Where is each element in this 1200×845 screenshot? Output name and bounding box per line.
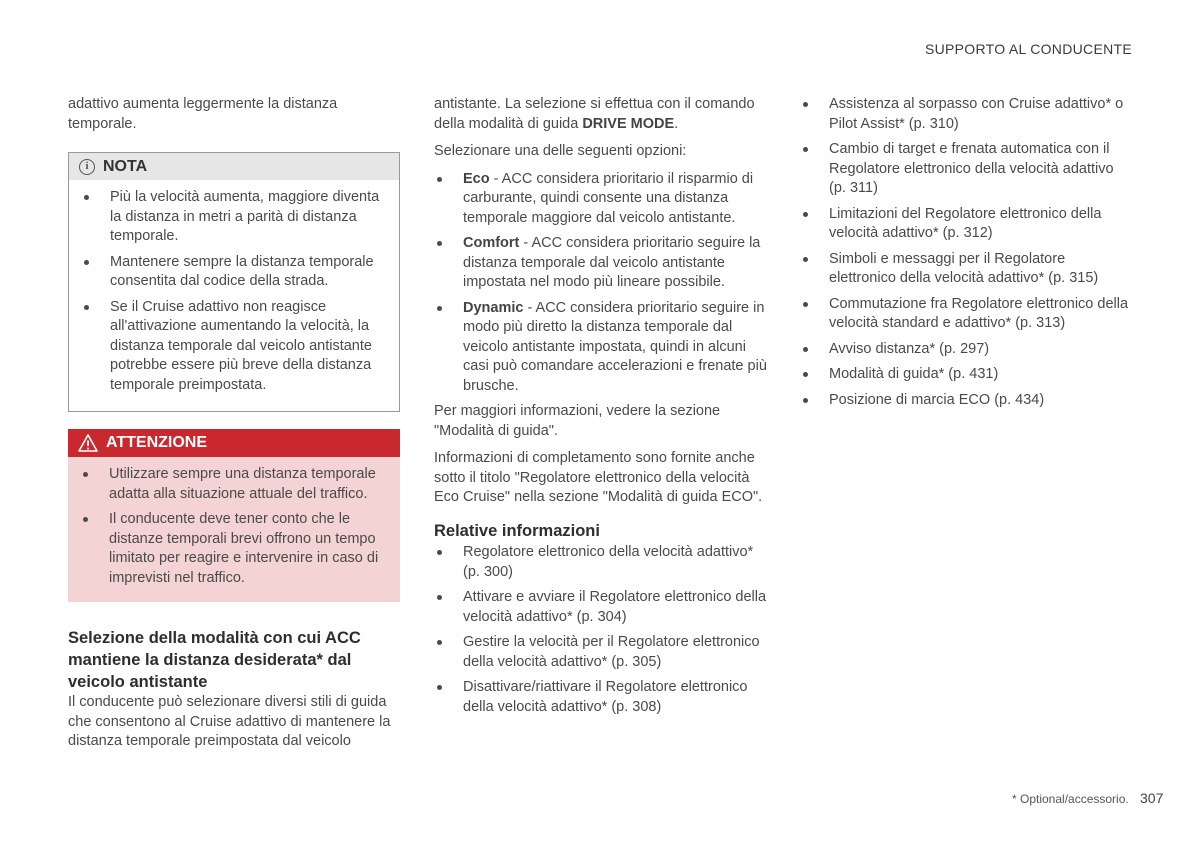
warning-box (68, 429, 400, 602)
warning-item: Utilizzare sempre una distanza temporale adatta alla situazione attuale del traffico. (80, 465, 388, 504)
section-text: Il conducente può selezionare diversi stili di guida che consentono al Cruise adattivo di mantenere la distanza temporale preimpostata dal veicolo (68, 694, 391, 749)
related-item: Modalità di guida* (p. 431) (800, 365, 1134, 385)
option-keyword: Comfort (463, 235, 520, 251)
section-title: Selezione della modalità con cui ACC mantiene la distanza desiderata* dal veicolo antistante (68, 629, 361, 691)
select-text: Selezionare una delle seguenti opzioni: (434, 143, 687, 159)
option-keyword: Eco (463, 170, 490, 187)
related-item: Cambio di target e frenata automatica con il Regolatore elettronico della velocità adattivo (p. 311) (800, 140, 1134, 199)
note-item: Più la velocità aumenta, maggiore diventa la distanza in metri a parità di distanza temporale. (81, 188, 387, 247)
optional-footnote: * Optional/accessorio. (1012, 792, 1129, 806)
intro-text: adattivo aumenta leggermente la distanza temporale. (68, 96, 338, 132)
option-keyword: Dynamic (463, 299, 524, 316)
related-item: Disattivare/riattivare il Regolatore elettronico della velocità adattivo* (p. 308) (434, 678, 770, 717)
warning-header (68, 429, 400, 457)
mode-option-comfort (434, 234, 770, 293)
page-number: 307 (1140, 790, 1164, 806)
related-item: Attivare e avviare il Regolatore elettronico della velocità adattivo* (p. 304) (434, 588, 770, 627)
related-item: Assistenza al sorpasso con Cruise adattivo* o Pilot Assist* (p. 310) (800, 95, 1134, 134)
note-list (81, 188, 387, 395)
related-title: Relative informazioni (434, 521, 600, 540)
note-box (68, 152, 400, 412)
column-3 (800, 95, 1134, 416)
page-header: SUPPORTO AL CONDUCENTE (924, 41, 1132, 57)
option-text: - ACC considera prioritario il risparmio di carburante, quindi consente una distanza temporale maggiore dal veicolo antistante. (463, 170, 754, 226)
mode-option-dynamic (434, 299, 770, 397)
warning-item: Il conducente deve tener conto che le distanze temporali brevi offrono un tempo limitato per reagire e intervenire in caso di imprevisti nel traffico. (80, 510, 388, 588)
related-list-continued (800, 95, 1134, 410)
option-text: - ACC considera prioritario seguire la distanza temporale dal veicolo antistante impostata nel modo più lineare possibile. (463, 235, 761, 290)
related-item: Gestire la velocità per il Regolatore elettronico della velocità adattivo* (p. 305) (434, 633, 770, 672)
related-item: Avviso distanza* (p. 297) (800, 340, 1134, 360)
related-item: Simboli e messaggi per il Regolatore elettronico della velocità adattivo* (p. 315) (800, 250, 1134, 289)
mode-option-eco (434, 170, 770, 229)
related-list (434, 543, 770, 717)
option-text: - ACC considera prioritario seguire in modo più diretto la distanza temporale dal veicolo antistante impostata, quindi in alcuni casi può comandare accelerazioni e frenate più brusche. (463, 299, 767, 394)
warning-title: ATTENZIONE (106, 434, 208, 452)
info-icon: i (79, 159, 95, 175)
related-item: Commutazione fra Regolatore elettronico della velocità standard e adattivo* (p. 313) (800, 295, 1134, 334)
note-title: NOTA (103, 157, 148, 175)
more-info-text: Per maggiori informazioni, vedere la sezione "Modalità di guida". (434, 403, 721, 439)
drive-mode-keyword: DRIVE MODE (582, 115, 675, 132)
warning-triangle-icon (78, 434, 98, 452)
column-2 (434, 95, 770, 723)
intro-paragraph (434, 95, 770, 134)
warning-list (80, 465, 388, 588)
related-item: Regolatore elettronico della velocità adattivo* (p. 300) (434, 543, 770, 582)
column-1 (68, 95, 400, 760)
note-item: Se il Cruise adattivo non reagisce all'attivazione aumentando la velocità, la distanza temporale dal veicolo antistante potrebbe essere più breve della distanza temporale preimpostata. (81, 298, 387, 396)
completion-info-text: Informazioni di completamento sono fornite anche sotto il titolo "Regolatore elettronico della velocità Eco Cruise" nella sezione "Modalità di guida ECO". (434, 450, 763, 505)
note-header (69, 153, 399, 180)
mode-options-list (434, 170, 770, 397)
intro-text-b: . (674, 115, 679, 132)
note-item: Mantenere sempre la distanza temporale consentita dal codice della strada. (81, 253, 387, 292)
related-item: Limitazioni del Regolatore elettronico della velocità adattivo* (p. 312) (800, 205, 1134, 244)
intro-text-a: antistante. La selezione si effettua con il comando della modalità di guida (434, 96, 755, 132)
related-item: Posizione di marcia ECO (p. 434) (800, 391, 1134, 411)
